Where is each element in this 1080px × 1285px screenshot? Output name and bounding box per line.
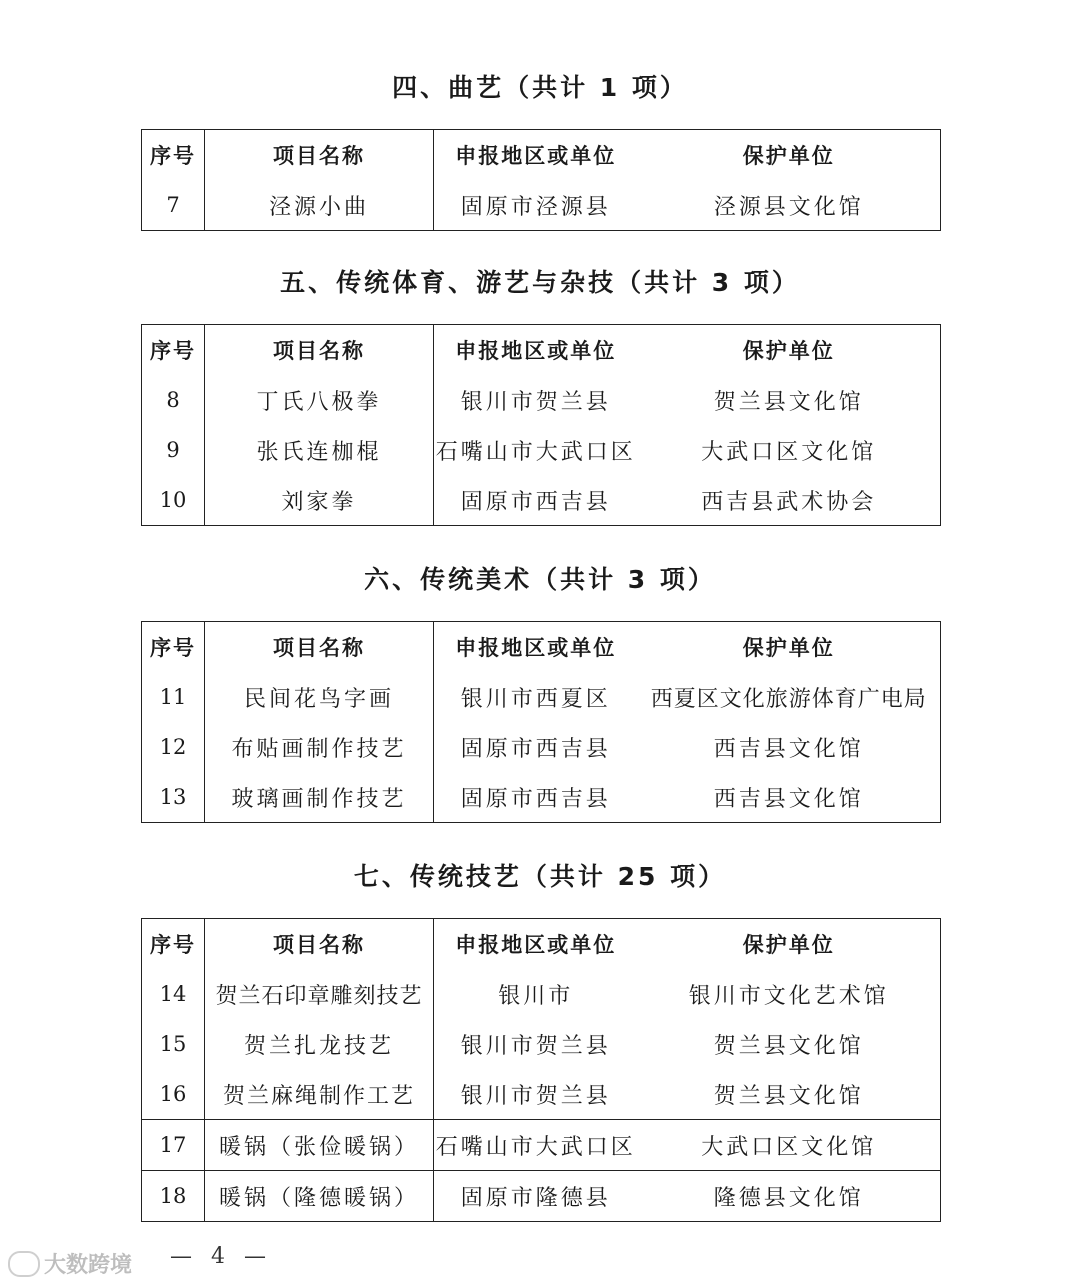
- table-header-row: [142, 919, 941, 970]
- header-protection-unit: 保护单位: [742, 144, 835, 168]
- cell-index: 10: [142, 475, 205, 526]
- header-index: 序号: [142, 919, 205, 970]
- table-row: [142, 1019, 941, 1069]
- cell-index: 12: [142, 722, 205, 772]
- section-title-quyi: 四、曲艺（共计 1 项）: [392, 73, 688, 102]
- cell-protection-unit: 隆德县文化馆: [638, 1171, 941, 1222]
- cell-index: 13: [142, 772, 205, 823]
- cell-protection-unit: 西吉县文化馆: [713, 736, 864, 762]
- table-row: [142, 1120, 941, 1171]
- cell-region: 石嘴山市大武口区: [434, 1120, 638, 1171]
- cell-project-name: 张氏连枷棍: [205, 425, 434, 475]
- watermark-text: 大数跨境: [44, 1253, 133, 1278]
- cell-project-name: 刘家拳: [205, 475, 434, 526]
- header-index: 序号: [142, 325, 205, 376]
- header-project-name: 项目名称: [205, 130, 434, 181]
- header-project-name: 项目名称: [205, 325, 434, 376]
- cell-project-name: 布贴画制作技艺: [205, 722, 434, 772]
- table-row: [142, 969, 941, 1019]
- header-index: 序号: [142, 622, 205, 673]
- cell-protection-unit: 银川市文化艺术馆: [688, 983, 889, 1009]
- cell-region: 固原市西吉县: [460, 736, 611, 762]
- table-row: [142, 375, 941, 425]
- cell-region: 固原市隆德县: [434, 1171, 638, 1222]
- cell-region: 固原市西吉县: [460, 489, 611, 515]
- heritage-table-crafts: [141, 918, 941, 1222]
- cell-protection-unit: 贺兰县文化馆: [713, 389, 864, 415]
- watermark-logo-icon: [8, 1251, 40, 1277]
- cell-region: 银川市西夏区: [460, 686, 611, 712]
- header-region: 申报地区或单位: [455, 933, 617, 957]
- section-title-sports: 五、传统体育、游艺与杂技（共计 3 项）: [280, 268, 800, 297]
- cell-region: 银川市贺兰县: [460, 1083, 611, 1109]
- cell-project-name: 暖锅（张俭暖锅）: [205, 1120, 434, 1171]
- table-row: [142, 475, 941, 526]
- heritage-table-fine-arts: [141, 621, 941, 823]
- cell-protection-unit: 泾源县文化馆: [713, 194, 864, 220]
- table-header-row: [142, 325, 941, 376]
- cell-index: 16: [142, 1069, 205, 1120]
- cell-protection-unit: 西吉县文化馆: [713, 786, 864, 812]
- table-header-row: [142, 130, 941, 181]
- table-row: [142, 772, 941, 823]
- table-row: [142, 425, 941, 475]
- heritage-table-sports: [141, 324, 941, 526]
- watermark: [8, 1248, 132, 1279]
- cell-index: 14: [142, 969, 205, 1019]
- table-row: [142, 1171, 941, 1222]
- cell-protection-unit: 大武口区文化馆: [638, 1120, 941, 1171]
- cell-project-name: 泾源小曲: [205, 180, 434, 231]
- cell-protection-unit: 贺兰县文化馆: [713, 1033, 864, 1059]
- cell-protection-unit: 西吉县武术协会: [701, 489, 877, 515]
- header-project-name: 项目名称: [205, 919, 434, 970]
- cell-region: 银川市贺兰县: [460, 1033, 611, 1059]
- table-row: [142, 1069, 941, 1120]
- cell-index: 8: [142, 375, 205, 425]
- cell-region: 固原市西吉县: [460, 786, 611, 812]
- header-index: 序号: [142, 130, 205, 181]
- header-project-name: 项目名称: [205, 622, 434, 673]
- header-region: 申报地区或单位: [455, 636, 617, 660]
- cell-index: 17: [142, 1120, 205, 1171]
- header-protection-unit: 保护单位: [742, 636, 835, 660]
- cell-project-name: 丁氏八极拳: [205, 375, 434, 425]
- cell-index: 15: [142, 1019, 205, 1069]
- cell-protection-unit: 大武口区文化馆: [701, 439, 877, 465]
- table-row: [142, 180, 941, 231]
- cell-project-name: 玻璃画制作技艺: [205, 772, 434, 823]
- cell-project-name: 贺兰扎龙技艺: [205, 1019, 434, 1069]
- section-title-fine-arts: 六、传统美术（共计 3 项）: [364, 565, 716, 594]
- table-header-row: [142, 622, 941, 673]
- section-title-crafts: 七、传统技艺（共计 25 项）: [353, 862, 727, 891]
- cell-region: 石嘴山市大武口区: [435, 439, 636, 465]
- cell-project-name: 贺兰麻绳制作工艺: [205, 1069, 434, 1120]
- cell-index: 18: [142, 1171, 205, 1222]
- cell-index: 9: [142, 425, 205, 475]
- cell-protection-unit: 贺兰县文化馆: [713, 1083, 864, 1109]
- cell-project-name: 贺兰石印章雕刻技艺: [205, 969, 434, 1019]
- heritage-table-quyi: [141, 129, 941, 231]
- header-protection-unit: 保护单位: [742, 933, 835, 957]
- cell-index: 11: [142, 672, 205, 722]
- header-region: 申报地区或单位: [455, 144, 617, 168]
- cell-project-name: 暖锅（隆德暖锅）: [205, 1171, 434, 1222]
- cell-region: 银川市贺兰县: [460, 389, 611, 415]
- cell-project-name: 民间花鸟字画: [205, 672, 434, 722]
- cell-protection-unit: 西夏区文化旅游体育广电局: [650, 686, 927, 712]
- cell-region: 银川市: [498, 983, 574, 1009]
- cell-index: 7: [142, 180, 205, 231]
- header-region: 申报地区或单位: [455, 339, 617, 363]
- table-row: [142, 722, 941, 772]
- cell-region: 固原市泾源县: [460, 194, 611, 220]
- page-number: — 4 —: [170, 1244, 272, 1269]
- table-row: [142, 672, 941, 722]
- header-protection-unit: 保护单位: [742, 339, 835, 363]
